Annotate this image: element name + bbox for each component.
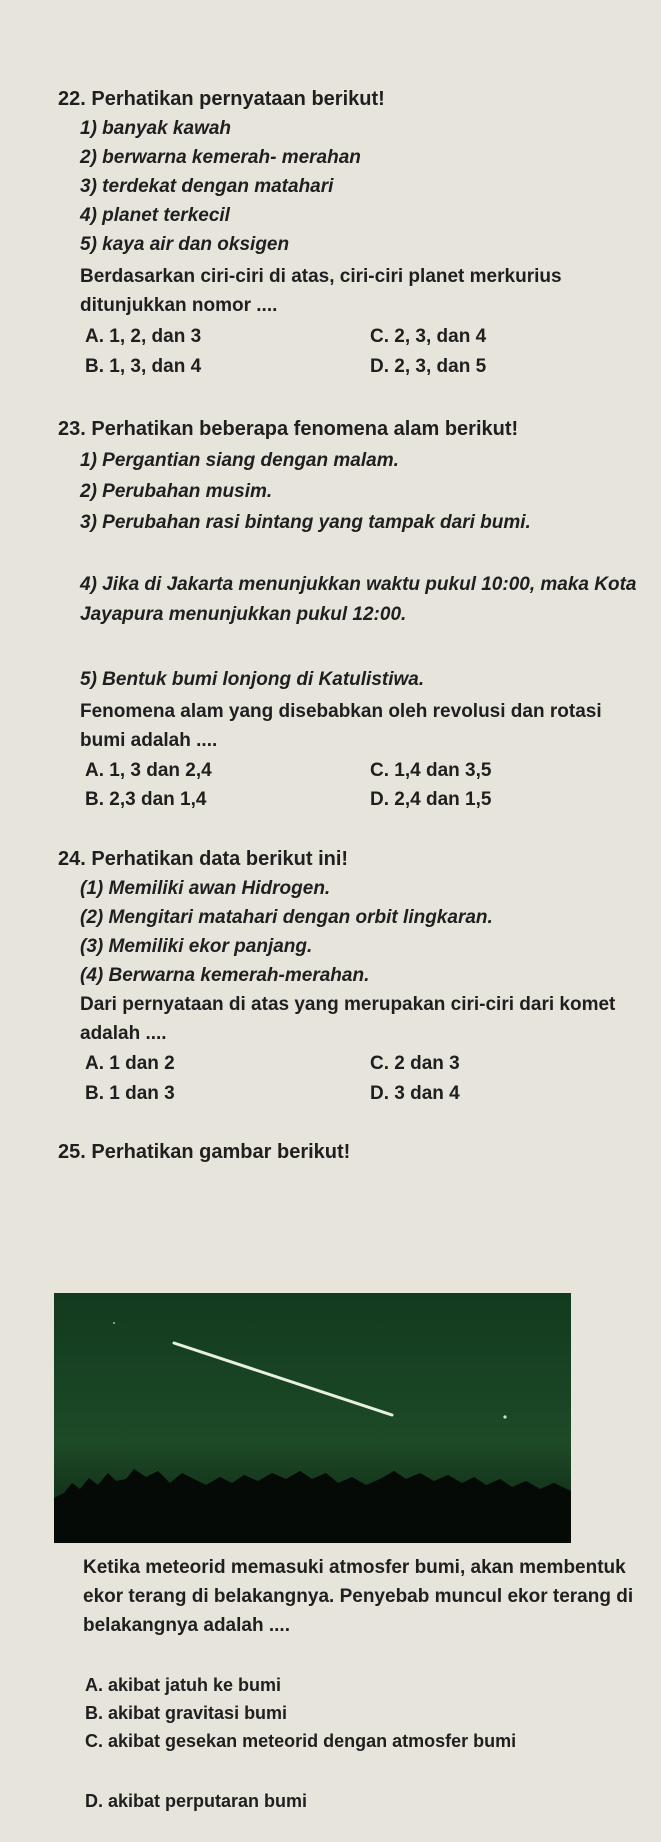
q22-statement-3: 3) terdekat dengan matahari	[80, 176, 334, 197]
q25-option-b[interactable]: B. akibat gravitasi bumi	[85, 1703, 288, 1723]
q23-option-a[interactable]: A. 1, 3 dan 2,4	[85, 760, 212, 781]
star	[113, 1322, 115, 1324]
q23-option-d[interactable]: D. 2,4 dan 1,5	[370, 789, 492, 810]
q23-statement-4: 4) Jika di Jakarta menunjukkan waktu pukul 10:00, maka Kota Jayapura menunjukkan pukul 12:00.	[80, 574, 637, 625]
q25-title: 25. Perhatikan gambar berikut!	[58, 1141, 351, 1163]
q24-option-b[interactable]: B. 1 dan 3	[85, 1083, 175, 1104]
q22-statement-1: 1) banyak kawah	[80, 118, 232, 139]
q24-statement-3: (3) Memiliki ekor panjang.	[80, 936, 313, 957]
q24-option-a[interactable]: A. 1 dan 2	[85, 1053, 175, 1074]
q25-option-c[interactable]: C. akibat gesekan meteorid dengan atmosfer bumi	[85, 1731, 517, 1751]
q23-option-c[interactable]: C. 1,4 dan 3,5	[370, 760, 492, 781]
q24-statement-4: (4) Berwarna kemerah-merahan.	[80, 965, 370, 986]
meteor-photo	[54, 1293, 571, 1543]
q24-statement-2: (2) Mengitari matahari dengan orbit lingkaran.	[80, 907, 493, 928]
q24-statement-1: (1) Memiliki awan Hidrogen.	[80, 878, 331, 899]
q22-option-d[interactable]: D. 2, 3, dan 5	[370, 356, 487, 377]
q22-statement-5: 5) kaya air dan oksigen	[80, 234, 290, 255]
q25-option-d[interactable]: D. akibat perputaran bumi	[85, 1791, 308, 1811]
q25-prompt: Ketika meteorid memasuki atmosfer bumi, akan membentuk ekor terang di belakangnya. Penyebab muncul ekor terang di belakangnya adalah ....	[83, 1557, 634, 1636]
q23-title: 23. Perhatikan beberapa fenomena alam berikut!	[58, 418, 519, 440]
q24-prompt: Dari pernyataan di atas yang merupakan ciri-ciri dari komet adalah ....	[80, 994, 616, 1044]
q23-statement-3: 3) Perubahan rasi bintang yang tampak dari bumi.	[80, 512, 531, 533]
q22-option-c[interactable]: C. 2, 3, dan 4	[370, 326, 487, 347]
q22-option-a[interactable]: A. 1, 2, dan 3	[85, 326, 202, 347]
q22-title: 22. Perhatikan pernyataan berikut!	[58, 88, 385, 110]
q23-prompt: Fenomena alam yang disebabkan oleh revolusi dan rotasi bumi adalah ....	[80, 701, 602, 751]
q24-title: 24. Perhatikan data berikut ini!	[58, 848, 349, 870]
q24-option-c[interactable]: C. 2 dan 3	[370, 1053, 460, 1074]
q22-statement-4: 4) planet terkecil	[80, 205, 230, 226]
star	[503, 1415, 506, 1418]
q23-statement-2: 2) Perubahan musim.	[80, 481, 273, 502]
q24-option-d[interactable]: D. 3 dan 4	[370, 1083, 460, 1104]
q22-prompt: Berdasarkan ciri-ciri di atas, ciri-ciri planet merkurius ditunjukkan nomor ....	[80, 266, 562, 316]
q22-statement-2: 2) berwarna kemerah- merahan	[80, 147, 361, 168]
q25-option-a[interactable]: A. akibat jatuh ke bumi	[85, 1675, 282, 1695]
q23-statement-5: 5) Bentuk bumi lonjong di Katulistiwa.	[80, 669, 425, 690]
q22-option-b[interactable]: B. 1, 3, dan 4	[85, 356, 202, 377]
q23-option-b[interactable]: B. 2,3 dan 1,4	[85, 789, 207, 810]
q23-statement-1: 1) Pergantian siang dengan malam.	[80, 450, 399, 471]
